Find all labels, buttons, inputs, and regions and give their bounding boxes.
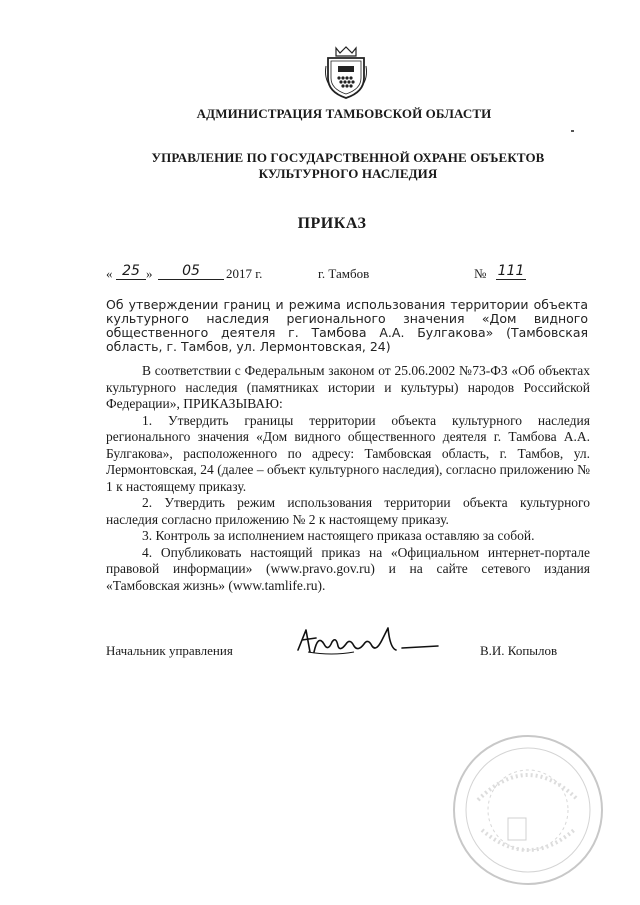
item-4-paragraph: 4. Опубликовать настоящий приказ на «Официальном интернет-портале правовой информации» (www.pravo.gov.ru) и на сайте сетевого издания «Тамбовская жизнь» (www.tamlife.ru).	[106, 544, 590, 593]
handwritten-signature-icon	[292, 622, 452, 662]
signer-position: Начальник управления	[106, 643, 233, 658]
department-heading-line2: КУЛЬТУРНОГО НАСЛЕДИЯ	[258, 166, 438, 181]
item-1-paragraph: 1. Утвердить границы территории объекта культурного наследия регионального значения «Дом видного общественного деятеля г. Тамбова А.А. Булгакова», расположенного по адресу: Тамбовская область, г. Тамбов, ул. Лермонтовская, 24 (далее – объект культурного наследия), согласно приложению № 1 к настоящему приказу.	[106, 412, 590, 494]
preamble-paragraph: В соответствии с Федеральным законом от 25.06.2002 №73-ФЗ «Об объектах культурного наследия (памятниках истории и культуры) народов Российской Федерации», ПРИКАЗЫВАЮ:	[106, 363, 590, 411]
administration-heading: АДМИНИСТРАЦИЯ ТАМБОВСКОЙ ОБЛАСТИ	[196, 106, 492, 121]
date-year: 2017 г.	[226, 266, 263, 281]
item-2-paragraph: 2. Утвердить режим использования территории объекта культурного наследия согласно приложению № 2 к настоящему приказу.	[106, 495, 590, 527]
item-3-paragraph: 3. Контроль за исполнением настоящего приказа оставляю за собой.	[142, 528, 535, 543]
order-body	[106, 363, 590, 594]
signer-name: В.И. Копылов	[480, 643, 558, 658]
order-subject: Об утверждении границ и режима использования территории объекта культурного наследия регионального значения «Дом видного общественного деятеля г. Тамбова А.А. Булгакова» (Тамбовская область, г. Тамбов, ул. Лермонтовская, 24)	[106, 297, 588, 354]
round-seal-icon	[448, 730, 608, 890]
scan-speck	[571, 130, 574, 132]
coat-of-arms-icon	[322, 44, 370, 100]
order-number-label: №	[474, 266, 487, 281]
date-open-quote: «	[106, 266, 113, 281]
date-close-quote: »	[146, 266, 153, 281]
document-title: ПРИКАЗ	[297, 215, 367, 232]
date-month: 05	[158, 263, 224, 280]
date-day: 25	[116, 263, 146, 280]
order-number: 111	[497, 263, 525, 279]
city: г. Тамбов	[318, 266, 370, 281]
department-heading-line1: УПРАВЛЕНИЕ ПО ГОСУДАРСТВЕННОЙ ОХРАНЕ ОБЪЕКТОВ	[151, 150, 545, 165]
